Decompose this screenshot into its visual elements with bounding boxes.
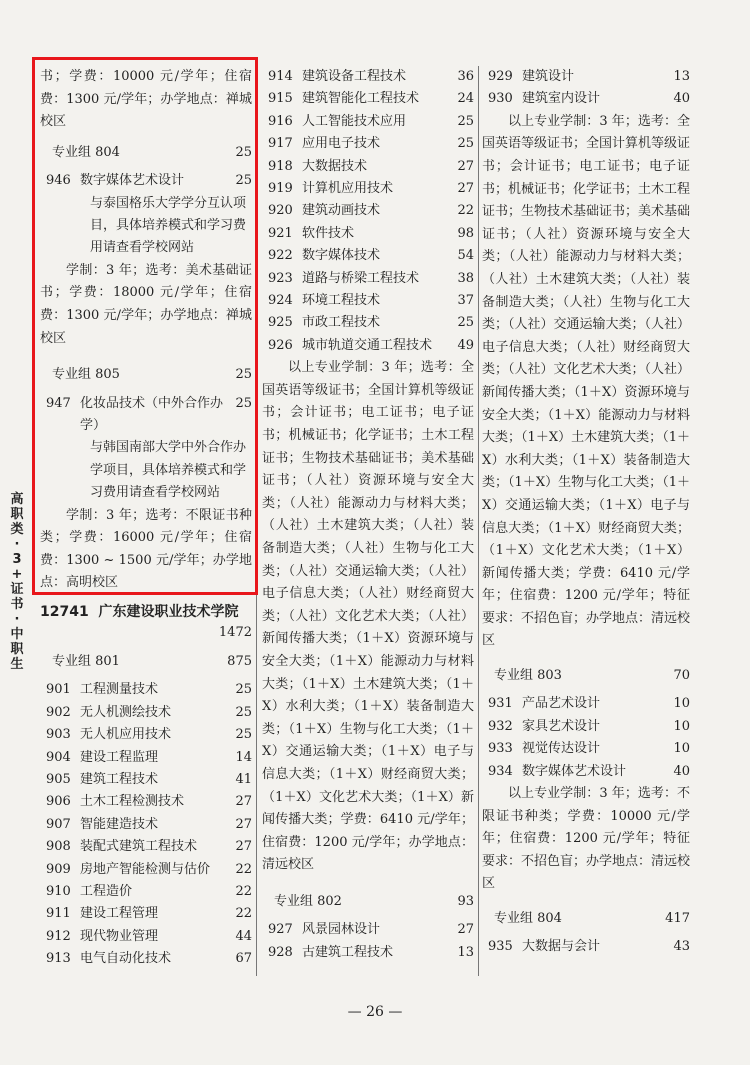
column-divider [478, 66, 479, 976]
major-row-908: 908 装配式建筑工程技术 27 [46, 839, 252, 855]
column-3 [482, 66, 690, 959]
group-header-802: 专业组 802 93 [274, 893, 474, 909]
major-row-926: 926 城市轨道交通工程技术 49 [268, 337, 474, 353]
major-row-928: 928 古建筑工程技术 13 [268, 944, 474, 960]
group-header-803: 专业组 803 70 [494, 668, 690, 684]
major-row-933: 933 视觉传达设计 10 [488, 741, 690, 757]
major-row-913: 913 电气自动化技术 67 [46, 951, 252, 967]
major-list-801-cont [262, 66, 474, 357]
major-row-932: 932 家具艺术设计 10 [488, 718, 690, 734]
side-tab-char: 高 [10, 492, 24, 507]
major-row-934: 934 数字媒体艺术设计 40 [488, 763, 690, 779]
side-tab-char: + [11, 567, 23, 582]
column-2 [262, 66, 474, 964]
major-note-946: 与泰国格乐大学学分互认项目，具体培养模式和学习费用请查看学校网站 [90, 195, 247, 256]
major-row-931: 931 产品艺术设计 10 [488, 696, 690, 712]
major-row-903: 903 无人机应用技术 25 [46, 727, 252, 743]
group-header-805: 专业组 805 25 [52, 367, 252, 383]
major-row-917: 917 应用电子技术 25 [268, 136, 474, 152]
major-row-920: 920 建筑动画技术 22 [268, 203, 474, 219]
page-number: — 26 — [347, 1004, 403, 1020]
major-list-802-cont [482, 66, 690, 111]
major-row-925: 925 市政工程技术 25 [268, 315, 474, 331]
side-tab-char: · [14, 612, 20, 627]
major-row-912: 912 现代物业管理 44 [46, 928, 252, 944]
major-list-804 [482, 936, 690, 958]
group-805-requirements: 学制：3 年；选考：不限证书种类；学费：16000 元/学年；住宿费：1300 ~ 1500 元/学年；办学地点：高明校区 [40, 507, 252, 591]
major-row-930: 930 建筑室内设计 40 [488, 91, 690, 107]
major-row-946: 946 数字媒体艺术设计 25 [46, 173, 252, 189]
major-row-935: 935 大数据与会计 43 [488, 939, 690, 955]
highlight-box [32, 57, 258, 595]
major-row-927: 927 风景园林设计 27 [268, 922, 474, 938]
major-row-918: 918 大数据技术 27 [268, 158, 474, 174]
major-row-904: 904 建设工程监理 14 [46, 749, 252, 765]
school-total: 1472 [218, 625, 252, 640]
group-802-requirements: 以上专业学制：3 年；选考：全国英语等级证书；全国计算机等级证书；会计证书；电工证书；电子证书；机械证书；化学证书；土木工程证书；生物技术基础证书；美术基础证书；（人社）资源环境与安全大类；（人社）能源动力与材料大类；（人社）土木建筑大类；（人社）装备制造大类；（人社）生物与化工大类；（人社）交通运输大类；（人社）电子信息大类；（人社）财经商贸大类；（人社）文化艺术大类；（人社）新闻传播大类；（1＋X）资源环境与安全大类；（1＋X）能源动力与材料大类；（1＋X）土木建筑大类；（1＋X）水利大类；（1＋X）装备制造大类；（1＋X）生物与化工大类；（1＋X）交通运输大类；（1＋X）电子与信息大类；（1＋X）财经商贸大类；（1＋X）文化艺术大类；（1＋X）新闻传播大类；学费：6410 元/学年；住宿费：1200 元/学年；特征要求：不招色盲；办学地点：清远校区 [482, 113, 691, 649]
school-title: 12741 广东建设职业技术学院 [40, 604, 239, 620]
major-row-915: 915 建筑智能化工程技术 24 [268, 91, 474, 107]
side-tab-char: 书 [10, 597, 24, 612]
side-tab-char: 职 [10, 642, 24, 657]
major-note-947: 与韩国南部大学中外合作办学项目，具体培养模式和学习费用请查看学校网站 [90, 440, 247, 501]
major-list-802 [262, 919, 474, 964]
major-row-947: 947 化妆品技术（中外合作办学） 25 [46, 395, 252, 433]
major-row-929: 929 建筑设计 13 [488, 69, 690, 84]
side-tab-char: 3 [12, 552, 22, 567]
side-tab-char: 职 [10, 507, 24, 522]
continued-paragraph: 书；学费：10000 元/学年；住宿费：1300 元/学年；办学地点：禅城校区 [40, 69, 252, 130]
group-804-requirements: 学制：3 年；选考：美术基础证书；学费：18000 元/学年；住宿费：1300 元/学年；办学地点：禅城校区 [40, 262, 252, 346]
major-row-909: 909 房地产智能检测与估价 22 [46, 861, 252, 877]
side-tab-char: 生 [10, 657, 24, 672]
group-header-804: 专业组 804 25 [52, 144, 252, 160]
side-tab-char: · [14, 537, 20, 552]
major-row-901: 901 工程测量技术 25 [46, 682, 252, 698]
major-list-803 [482, 693, 690, 783]
side-tab-char: 中 [10, 627, 24, 642]
major-row-902: 902 无人机测绘技术 25 [46, 704, 252, 720]
side-tab-category [6, 492, 28, 672]
group-801-requirements: 以上专业学制：3 年；选考：全国英语等级证书；全国计算机等级证书；会计证书；电工证书；电子证书；机械证书；化学证书；土木工程证书；生物技术基础证书；美术基础证书；（人社）资源环境与安全大类；（人社）能源动力与材料大类；（人社）土木建筑大类；（人社）装备制造大类；（人社）生物与化工大类；（人社）交通运输大类；（人社）电子信息大类；（人社）财经商贸大类；（人社）文化艺术大类；（人社）新闻传播大类；（1＋X）资源环境与安全大类；（1＋X）能源动力与材料大类；（1＋X）土木建筑大类；（1＋X）水利大类；（1＋X）装备制造大类；（1＋X）生物与化工大类；（1＋X）交通运输大类；（1＋X）电子与信息大类；（1＋X）财经商贸大类；（1＋X）文化艺术大类；（1＋X）新闻传播大类；学费：6410 元/学年；住宿费：1200 元/学年；办学地点：清远校区 [262, 360, 474, 873]
group-header-801: 专业组 801 875 [52, 654, 252, 669]
major-row-924: 924 环境工程技术 37 [268, 293, 474, 309]
side-tab-char: 证 [10, 582, 24, 597]
group-header-804b: 专业组 804 417 [494, 911, 690, 927]
major-row-923: 923 道路与桥梁工程技术 38 [268, 270, 474, 286]
group-803-requirements: 以上专业学制：3 年；选考：不限证书种类；学费：10000 元/学年；住宿费：1200 元/学年；特征要求：不招色盲；办学地点：清远校区 [482, 786, 691, 892]
major-row-914: 914 建筑设备工程技术 36 [268, 69, 474, 84]
major-row-905: 905 建筑工程技术 41 [46, 772, 252, 788]
side-tab-char: 类 [10, 522, 24, 537]
major-row-919: 919 计算机应用技术 27 [268, 181, 474, 197]
major-row-907: 907 智能建造技术 27 [46, 816, 252, 832]
major-row-916: 916 人工智能技术应用 25 [268, 113, 474, 129]
major-row-906: 906 土木工程检测技术 27 [46, 794, 252, 810]
major-row-922: 922 数字媒体技术 54 [268, 248, 474, 264]
major-row-910: 910 工程造价 22 [46, 884, 252, 900]
major-row-911: 911 建设工程管理 22 [46, 906, 252, 922]
major-list-801 [40, 679, 252, 970]
major-row-921: 921 软件技术 98 [268, 225, 474, 241]
